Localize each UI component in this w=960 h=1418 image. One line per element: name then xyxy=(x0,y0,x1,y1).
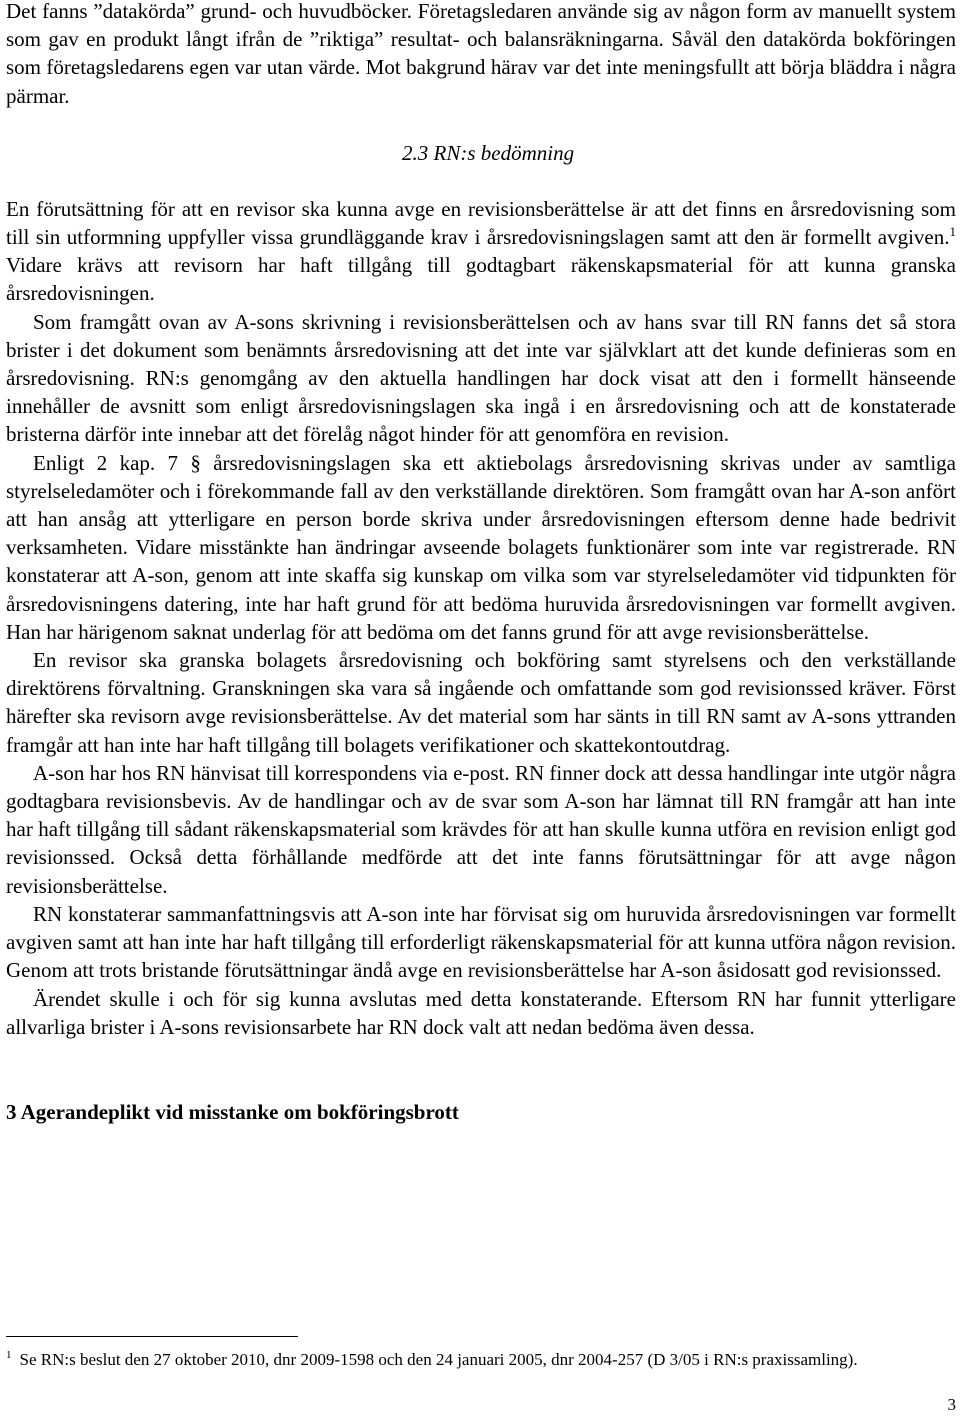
chapter-heading: 3 Agerandeplikt vid misstanke om bokföringsbrott xyxy=(6,1099,459,1124)
paragraph-3: Enligt 2 kap. 7 § årsredovisningslagen ska ett aktiebolags årsredovisning skrivas under av samtliga styrelseledamöter och i förekommande fall av den verkställande direktören. Som framgått ovan har A-son anfört att han ansåg att ytterligare en person borde skriva under årsredovisningen eftersom denne hade bedrivit verksamheten. Vidare misstänkte han ändringar avseende bolagets funktionärer som inte var registrerade. RN konstaterar att A-son, genom att inte skaffa sig kunskap om vilka som var styrelseledamöter vid tidpunkten för årsredovisningens datering, inte har haft grund för att bedöma huruvida årsredovisningen var formellt avgiven. Han har härigenom saknat underlag för att bedöma om det fanns grund för att avge revisionsberättelse. xyxy=(6,450,956,644)
section-heading: 2.3 RN:s bedömning xyxy=(402,140,575,165)
footnote-marker: 1 xyxy=(6,1349,12,1361)
footnote xyxy=(6,1348,956,1372)
document-page xyxy=(6,0,956,1126)
footnote-text: Se RN:s beslut den 27 oktober 2010, dnr 2009-1598 och den 24 januari 2005, dnr 2004-257 (D 3/05 i RN:s praxissamling). xyxy=(19,1350,858,1369)
page-number: 3 xyxy=(947,1395,956,1414)
footnote-divider xyxy=(6,1336,298,1337)
intro-paragraph: Det fanns ”datakörda” grund- och huvudböcker. Företagsledaren använde sig av någon form av manuellt system som gav en produkt långt ifrån de ”riktiga” resultat- och balansräkningarna. Såväl den datakörda bokföringen som företagsledarens egen var utan värde. Mot bakgrund härav var det inte meningsfullt att börja bläddra i några pärmar. xyxy=(6,0,956,108)
paragraph-6: RN konstaterar sammanfattningsvis att A-son inte har förvisat sig om huruvida årsredovisningen var formellt avgiven samt att han inte har haft tillgång till erforderligt räkenskapsmaterial för att kunna utföra någon revision. Genom att trots bristande förutsättningar ändå avge en revisionsberättelse har A-son åsidosatt god revisionssed. xyxy=(6,901,956,983)
paragraph-5: A-son har hos RN hänvisat till korrespondens via e-post. RN finner dock att dessa handlingar inte utgör några godtagbara revisionsbevis. Av de handlingar och av de svar som A-son har lämnat till RN framgår att han inte har haft tillgång till sådant räkenskapsmaterial som krävdes för att han skulle kunna utföra en revision enligt god revisionssed. Också detta förhållande medförde att det inte fanns förutsättningar för att avge någon revisionsberättelse. xyxy=(6,760,956,898)
paragraph-2: Som framgått ovan av A-sons skrivning i revisionsberättelsen och av hans svar till RN fanns det så stora brister i det dokument som benämnts årsredovisning att det inte var självklart att det kunde definieras som en årsredovisning. RN:s genomgång av den aktuella handlingen har dock visat att den i formellt hänseende innehåller de avsnitt som enligt årsredovisningslagen ska ingå i en årsredovisning och att de konstaterade bristerna därför inte innebar att det förelåg något hinder för att genomföra en revision. xyxy=(6,309,956,447)
paragraph-1-text: En förutsättning för att en revisor ska kunna avge en revisionsberättelse är att det finns en årsredovisning som till sin utformning uppfyller vissa grundläggande krav i årsredovisningslagen samt att den är formellt avgiven. xyxy=(6,196,956,250)
paragraph-1 xyxy=(6,195,956,308)
paragraph-1-continuation: Vidare krävs att revisorn har haft tillgång till godtagbart räkenskapsmaterial för att kunna granska årsredovisningen. xyxy=(6,253,956,306)
paragraph-7: Ärendet skulle i och för sig kunna avslutas med detta konstaterande. Eftersom RN har funnit ytterligare allvarliga brister i A-sons revisionsarbete har RN dock valt att nedan bedöma även dessa. xyxy=(6,986,956,1039)
footnote-reference[interactable]: 1 xyxy=(949,224,956,240)
paragraph-4: En revisor ska granska bolagets årsredovisning och bokföring samt styrelsens och den verkställande direktörens förvaltning. Granskningen ska vara så ingående och omfattande som god revisionssed kräver. Först härefter ska revisorn avge revisionsberättelse. Av det material som har sänts in till RN samt av A-sons yttranden framgår att han inte har haft tillgång till bolagets verifikationer och skattekontoutdrag. xyxy=(6,648,956,757)
